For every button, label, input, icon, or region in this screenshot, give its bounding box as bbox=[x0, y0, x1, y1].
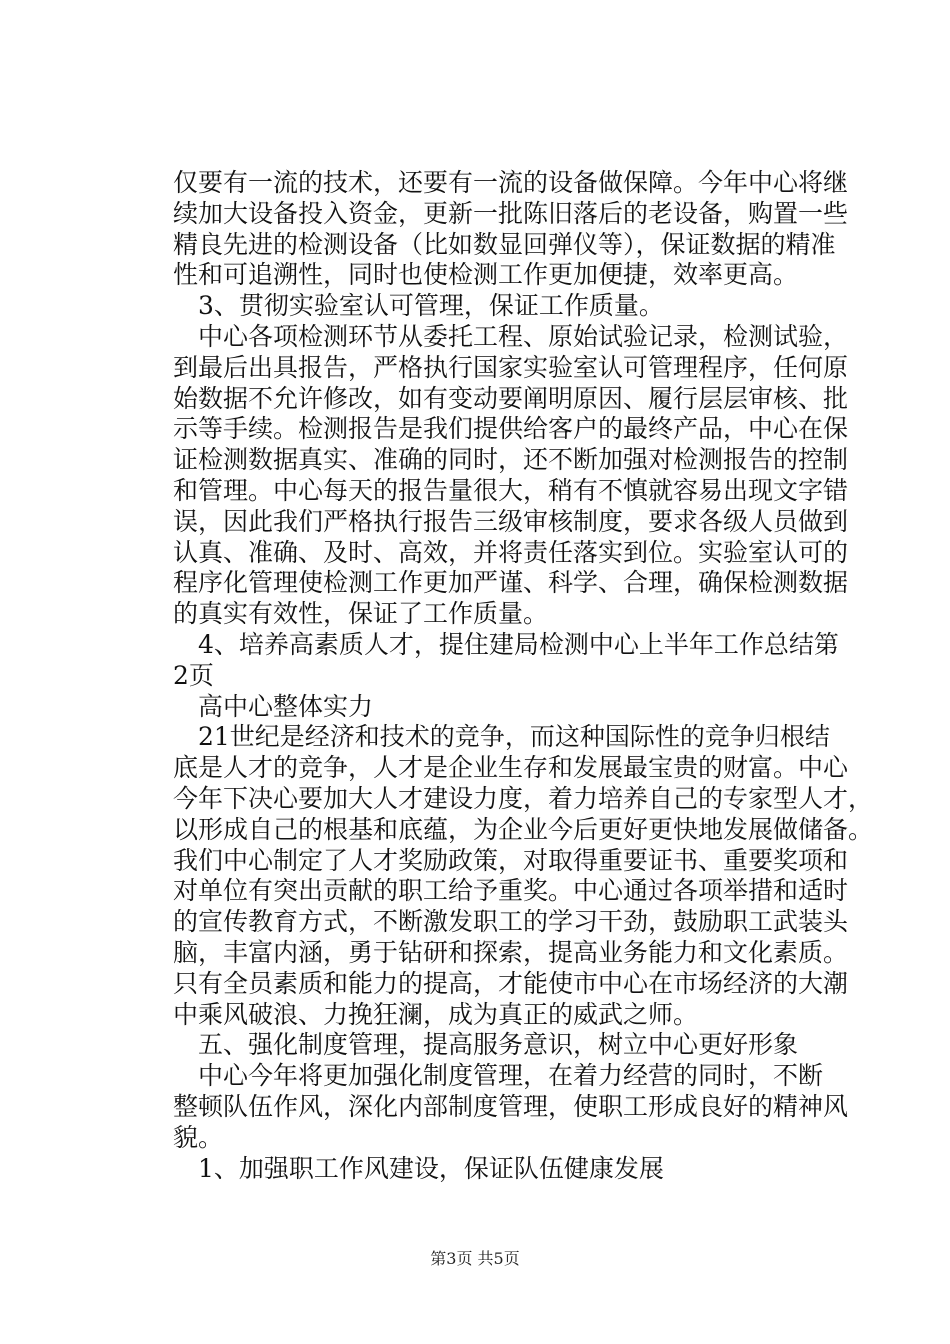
text-line: 我们中心制定了人才奖励政策，对取得重要证书、重要奖项和 bbox=[173, 845, 849, 875]
section-heading: 4、培养高素质人才，提住建局检测中心上半年工作总结第 bbox=[173, 630, 839, 659]
text-line: 示等手续。检测报告是我们提供给客户的最终产品，中心在保 bbox=[173, 414, 849, 444]
text-line: 对单位有突出贡献的职工给予重奖。中心通过各项举措和适时 bbox=[173, 876, 849, 906]
text-line: 证检测数据真实、准确的同时，还不断加强对检测报告的控制 bbox=[173, 445, 849, 475]
text-line: 貌。 bbox=[173, 1122, 224, 1152]
page-indicator: 第3页 共5页 bbox=[430, 1249, 520, 1268]
text-line: 只有全员素质和能力的提高，才能使市中心在市场经济的大潮 bbox=[173, 968, 849, 998]
text-line: 今年下决心要加大人才建设力度，着力培养自己的专家型人才， bbox=[173, 784, 874, 813]
text-line: 脑，丰富内涵，勇于钻研和探索，提高业务能力和文化素质。 bbox=[173, 938, 849, 967]
text-line: 仅要有一流的技术，还要有一流的设备做保障。今年中心将继 bbox=[173, 168, 849, 197]
text-line: 和管理。中心每天的报告量很大，稍有不慎就容易出现文字错 bbox=[173, 476, 849, 505]
text-line: 的真实有效性，保证了工作质量。 bbox=[173, 599, 549, 629]
text-line: 中心今年将更加强化制度管理，在着力经营的同时，不断 bbox=[173, 1061, 824, 1091]
text-line: 以形成自己的根基和底蕴，为企业今后更好更快地发展做储备。 bbox=[173, 814, 874, 844]
section-heading: 1、加强职工作风建设，保证队伍健康发展 bbox=[173, 1153, 664, 1183]
text-line: 误，因此我们严格执行报告三级审核制度，要求各级人员做到 bbox=[173, 506, 849, 536]
text-line: 2页 bbox=[173, 660, 214, 690]
text-line: 到最后出具报告，严格执行国家实验室认可管理程序，任何原 bbox=[173, 352, 849, 382]
section-heading: 五、强化制度管理，提高服务意识，树立中心更好形象 bbox=[173, 1030, 799, 1060]
text-line: 底是人才的竞争，人才是企业生存和发展最宝贵的财富。中心 bbox=[173, 753, 849, 783]
text-line: 中乘风破浪、力挽狂澜，成为真正的威武之师。 bbox=[173, 999, 699, 1029]
text-line: 的宣传教育方式，不断激发职工的学习干劲，鼓励职工武装头 bbox=[173, 907, 849, 937]
text-line: 21世纪是经济和技术的竞争，而这种国际性的竞争归根结 bbox=[173, 722, 830, 752]
text-line: 整顿队伍作风，深化内部制度管理，使职工形成良好的精神风 bbox=[173, 1092, 849, 1121]
text-line: 续加大设备投入资金，更新一批陈旧落后的老设备，购置一些 bbox=[173, 198, 849, 228]
text-line: 高中心整体实力 bbox=[173, 691, 374, 721]
text-line: 精良先进的检测设备（比如数显回弹仪等），保证数据的精准 bbox=[173, 229, 836, 259]
text-line: 程序化管理使检测工作更加严谨、科学、合理，确保检测数据 bbox=[173, 568, 849, 598]
text-line: 性和可追溯性，同时也使检测工作更加便捷，效率更高。 bbox=[173, 260, 799, 290]
text-line: 中心各项检测环节从委托工程、原始试验记录，检测试验， bbox=[173, 322, 849, 351]
page-footer bbox=[0, 1248, 950, 1270]
section-heading: 3、贯彻实验室认可管理，保证工作质量。 bbox=[173, 291, 664, 321]
text-line: 认真、准确、及时、高效，并将责任落实到位。实验室认可的 bbox=[173, 537, 849, 567]
text-line: 始数据不允许修改，如有变动要阐明原因、履行层层审核、批 bbox=[173, 383, 849, 413]
